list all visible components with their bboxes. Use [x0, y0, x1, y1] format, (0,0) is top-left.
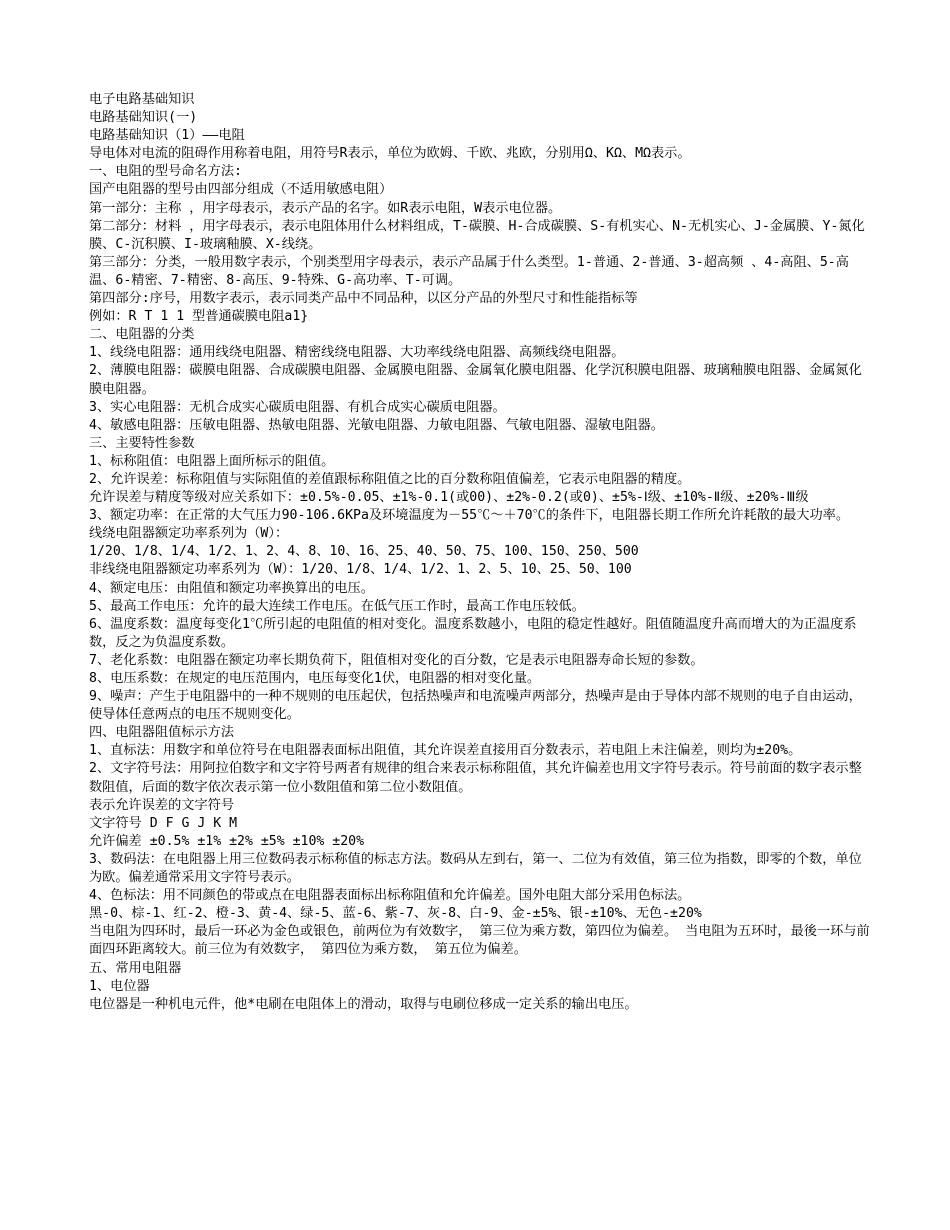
- text-line: 5、最高工作电压：允许的最大连续工作电压。在低气压工作时，最高工作电压较低。: [89, 598, 585, 614]
- text-line: 表示允许误差的文字符号: [89, 797, 235, 813]
- text-line: 非线绕电阻器额定功率系列为（W）：1/20、1/8、1/4、1/2、1、2、5、10、25、50、100: [89, 562, 632, 578]
- section-heading: 三、主要特性参数: [89, 435, 195, 451]
- text-paragraph: 3、额定功率：在正常的大气压力90-106.6KPa及环境温度为－55℃～＋70℃的条件下，电阻器长期工作所允许耗散的最大功率。: [89, 508, 850, 524]
- text-line: 3、实心电阻器：无机合成实心碳质电阻器、有机合成实心碳质电阻器。: [89, 399, 506, 415]
- text-line: 7、老化系数：电阻器在额定功率长期负荷下，阻值相对变化的百分数，它是表示电阻器寿命长短的参数。: [89, 652, 704, 668]
- section-heading: 五、常用电阻器: [89, 960, 182, 976]
- text-line: 4、色标法：用不同颜色的带或点在电阻器表面标出标称阻值和允许偏差。国外电阻大部分采用色标法。: [89, 888, 691, 904]
- text-line: 2、允许误差：标称阻值与实际阻值的差值跟标称阻值之比的百分数称阻值偏差，它表示电阻器的精度。: [89, 471, 691, 487]
- doc-title: 电子电路基础知识: [89, 92, 195, 107]
- section-heading: 二、电阻器的分类: [89, 327, 195, 343]
- text-paragraph: 6、温度系数：温度每变化1℃所引起的电阻值的相对变化。温度系数越小，电阻的稳定性越好。阻值随温度升高而增大的为正温度系数，反之为负温度系数。: [89, 616, 857, 650]
- text-paragraph: 允许误差与精度等级对应关系如下：±0.5%-0.05、±1%-0.1(或00)、±2%-0.2(或0)、±5%-Ⅰ级、±10%-Ⅱ级、±20%-Ⅲ级: [89, 490, 809, 506]
- text-line: 文字符号 D F G J K M: [89, 815, 238, 831]
- text-paragraph: 第二部分：材料 ，用字母表示，表示电阻体用什么材料组成，T-碳膜、H-合成碳膜、S-有机实心、N-无机实心、J-金属膜、Y-氮化膜、C-沉积膜、I-玻璃釉膜、X-线绕。: [89, 218, 865, 252]
- text-line: 黑-0、棕-1、红-2、橙-3、黄-4、绿-5、蓝-6、紫-7、灰-8、白-9、金-±5%、银-±10%、无色-±20%: [89, 906, 702, 922]
- text-line: 导电体对电流的阻碍作用称着电阻，用符号R表示，单位为欧姆、千欧、兆欧，分别用Ω、KΩ、MΩ表示。: [89, 146, 691, 162]
- text-line: 1、标称阻值：电阻器上面所标示的阻值。: [89, 453, 335, 469]
- text-line: 例如：R T 1 1 型普通碳膜电阻a1}: [89, 309, 309, 325]
- text-line: 第一部分：主称 ，用字母表示，表示产品的名字。如R表示电阻，W表示电位器。: [89, 200, 562, 216]
- text-line: 1/20、1/8、1/4、1/2、1、2、4、8、10、16、25、40、50、75、100、150、250、500: [89, 544, 639, 560]
- text-paragraph: 2、薄膜电阻器：碳膜电阻器、合成碳膜电阻器、金属膜电阻器、金属氧化膜电阻器、化学沉积膜电阻器、玻璃釉膜电阻器、金属氮化膜电阻器。: [89, 363, 862, 397]
- text-line: 4、额定电压：由阻值和额定功率换算出的电压。: [89, 580, 374, 596]
- text-paragraph: 9、噪声：产生于电阻器中的一种不规则的电压起伏，包括热噪声和电流噪声两部分，热噪声是由于导体内部不规则的电子自由运动，使导体任意两点的电压不规则变化。: [89, 689, 862, 723]
- text-line: 电位器是一种机电元件，他*电刷在电阻体上的滑动，取得与电刷位移成一定关系的输出电压。: [89, 996, 638, 1012]
- text-line: 1、电位器: [89, 978, 150, 994]
- text-paragraph: 第三部分：分类，一般用数字表示，个别类型用字母表示，表示产品属于什么类型。1-普通、2-普通、3-超高频 、4-高阻、5-高温、6-精密、7-精密、8-高压、9-特殊、G-高功率、T-可调。: [89, 254, 849, 288]
- text-paragraph: 当电阻为四环时，最后一环必为金色或银色，前两位为有效数字， 第三位为乘方数，第四位为偏差。 当电阻为五环时，最後一环与前面四环距离较大。前三位为有效数字， 第四位为乘方数， 第五位为偏差。: [89, 924, 870, 958]
- text-paragraph: 3、数码法：在电阻器上用三位数码表示标称值的标志方法。数码从左到右，第一、二位为有效值，第三位为指数，即零的个数，单位为欧。偏差通常采用文字符号表示。: [89, 851, 862, 886]
- text-line: 国产电阻器的型号由四部分组成（不适用敏感电阻）: [89, 182, 393, 198]
- text-line: 4、敏感电阻器：压敏电阻器、热敏电阻器、光敏电阻器、力敏电阻器、气敏电阻器、湿敏电阻器。: [89, 417, 664, 433]
- text-line: 线绕电阻器额定功率系列为（W）：: [89, 526, 289, 542]
- text-line: 允许偏差 ±0.5% ±1% ±2% ±5% ±10% ±20%: [89, 833, 365, 849]
- section-heading: 电路基础知识（1）——电阻: [89, 128, 245, 144]
- doc-subtitle: 电路基础知识(一): [89, 110, 198, 126]
- text-line: 第四部分:序号，用数字表示，表示同类产品中不同品种，以区分产品的外型尺寸和性能指标等: [89, 291, 638, 307]
- text-paragraph: 1、直标法：用数字和单位符号在电阻器表面标出阻值，其允许误差直接用百分数表示，若电阻上未注偏差，则均为±20%。: [89, 743, 802, 759]
- text-paragraph: 2、文字符号法：用阿拉伯数字和文字符号两者有规律的组合来表示标称阻值，其允许偏差也用文字符号表示。符号前面的数字表示整数阻值，后面的数字依次表示第一位小数阻值和第二位小数阻值。: [89, 761, 862, 795]
- section-heading: 一、电阻的型号命名方法:: [89, 164, 243, 180]
- text-line: 1、线绕电阻器：通用线绕电阻器、精密线绕电阻器、大功率线绕电阻器、高频线绕电阻器。: [89, 345, 625, 361]
- text-line: 8、电压系数：在规定的电压范围内，电压每变化1伏，电阻器的相对变化量。: [89, 671, 541, 686]
- section-heading: 四、电阻器阻值标示方法: [89, 725, 235, 741]
